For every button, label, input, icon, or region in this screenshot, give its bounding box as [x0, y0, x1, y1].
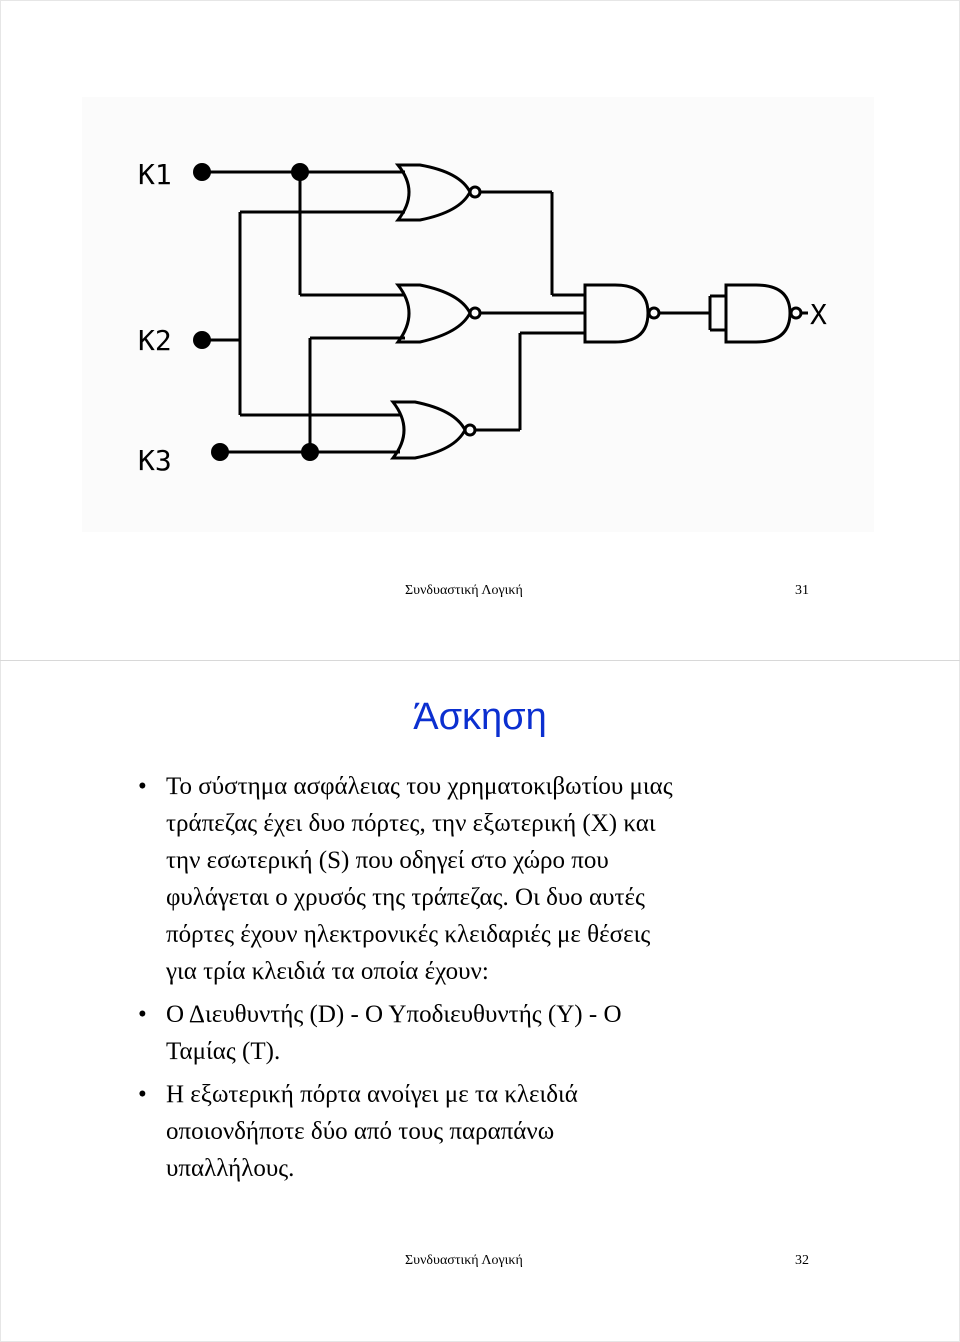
k3-input-dot	[211, 443, 229, 461]
bullet-line: τράπεζας έχει δυο πόρτες, την εξωτερική (X) και	[166, 810, 656, 837]
bullet-line: οποιονδήποτε δύο από τους παραπάνω	[166, 1118, 555, 1145]
bullet-line: φυλάγεται ο χρυσός της τράπεζας. Οι δυο αυτές	[166, 884, 645, 911]
nand-gate-1	[585, 285, 648, 342]
nand-gate-2	[726, 285, 790, 342]
bullet-line: • Το σύστημα ασφάλειας του χρηματοκιβωτίου μιας	[166, 773, 673, 800]
or-gate-2-bubble	[470, 308, 480, 318]
slide-divider	[0, 660, 960, 661]
label-k3: K3	[138, 444, 172, 477]
logic-circuit-diagram	[0, 0, 960, 660]
bullet-line: για τρία κλειδιά τα οποία έχουν:	[166, 958, 489, 985]
or-gate-3-bubble	[465, 425, 475, 435]
label-k2: K2	[138, 324, 172, 357]
or-gate-1-bubble	[470, 187, 480, 197]
footer-title: Συνδυαστική Λογική	[405, 1253, 523, 1268]
bullet-line: • Ο Διευθυντής (D) - Ο Υποδιευθυντής (Y) - Ο	[166, 1001, 622, 1028]
bullet-line: πόρτες έχουν ηλεκτρονικές κλειδαριές με θέσεις	[166, 921, 651, 948]
page-number: 32	[795, 1253, 809, 1268]
bullet-line: την εσωτερική (S) που οδηγεί στο χώρο που	[166, 847, 609, 874]
bullet-line: υπαλλήλους.	[166, 1155, 295, 1182]
k2-input-dot	[193, 331, 211, 349]
bullet-line: • Η εξωτερική πόρτα ανοίγει με τα κλειδιά	[166, 1081, 578, 1108]
bullet-item	[138, 1076, 818, 1187]
or-gate-3	[393, 402, 465, 458]
or-gate-1	[398, 165, 470, 220]
footer-title: Συνδυαστική Λογική	[405, 583, 523, 598]
page-number: 31	[795, 583, 809, 598]
nand-gate-2-bubble	[791, 308, 801, 318]
bullet-item	[138, 768, 818, 990]
label-x: X	[810, 298, 827, 331]
bullet-item	[138, 996, 818, 1070]
bullet-list	[138, 768, 818, 1187]
bullet-line: Ταμίας (T).	[166, 1038, 281, 1065]
k3-junction-dot	[301, 443, 319, 461]
nand-gate-1-bubble	[649, 308, 659, 318]
k1-junction-dot	[291, 163, 309, 181]
slide-title: Άσκηση	[413, 696, 547, 738]
label-k1: K1	[138, 158, 172, 191]
k1-input-dot	[193, 163, 211, 181]
or-gate-2	[398, 285, 470, 342]
